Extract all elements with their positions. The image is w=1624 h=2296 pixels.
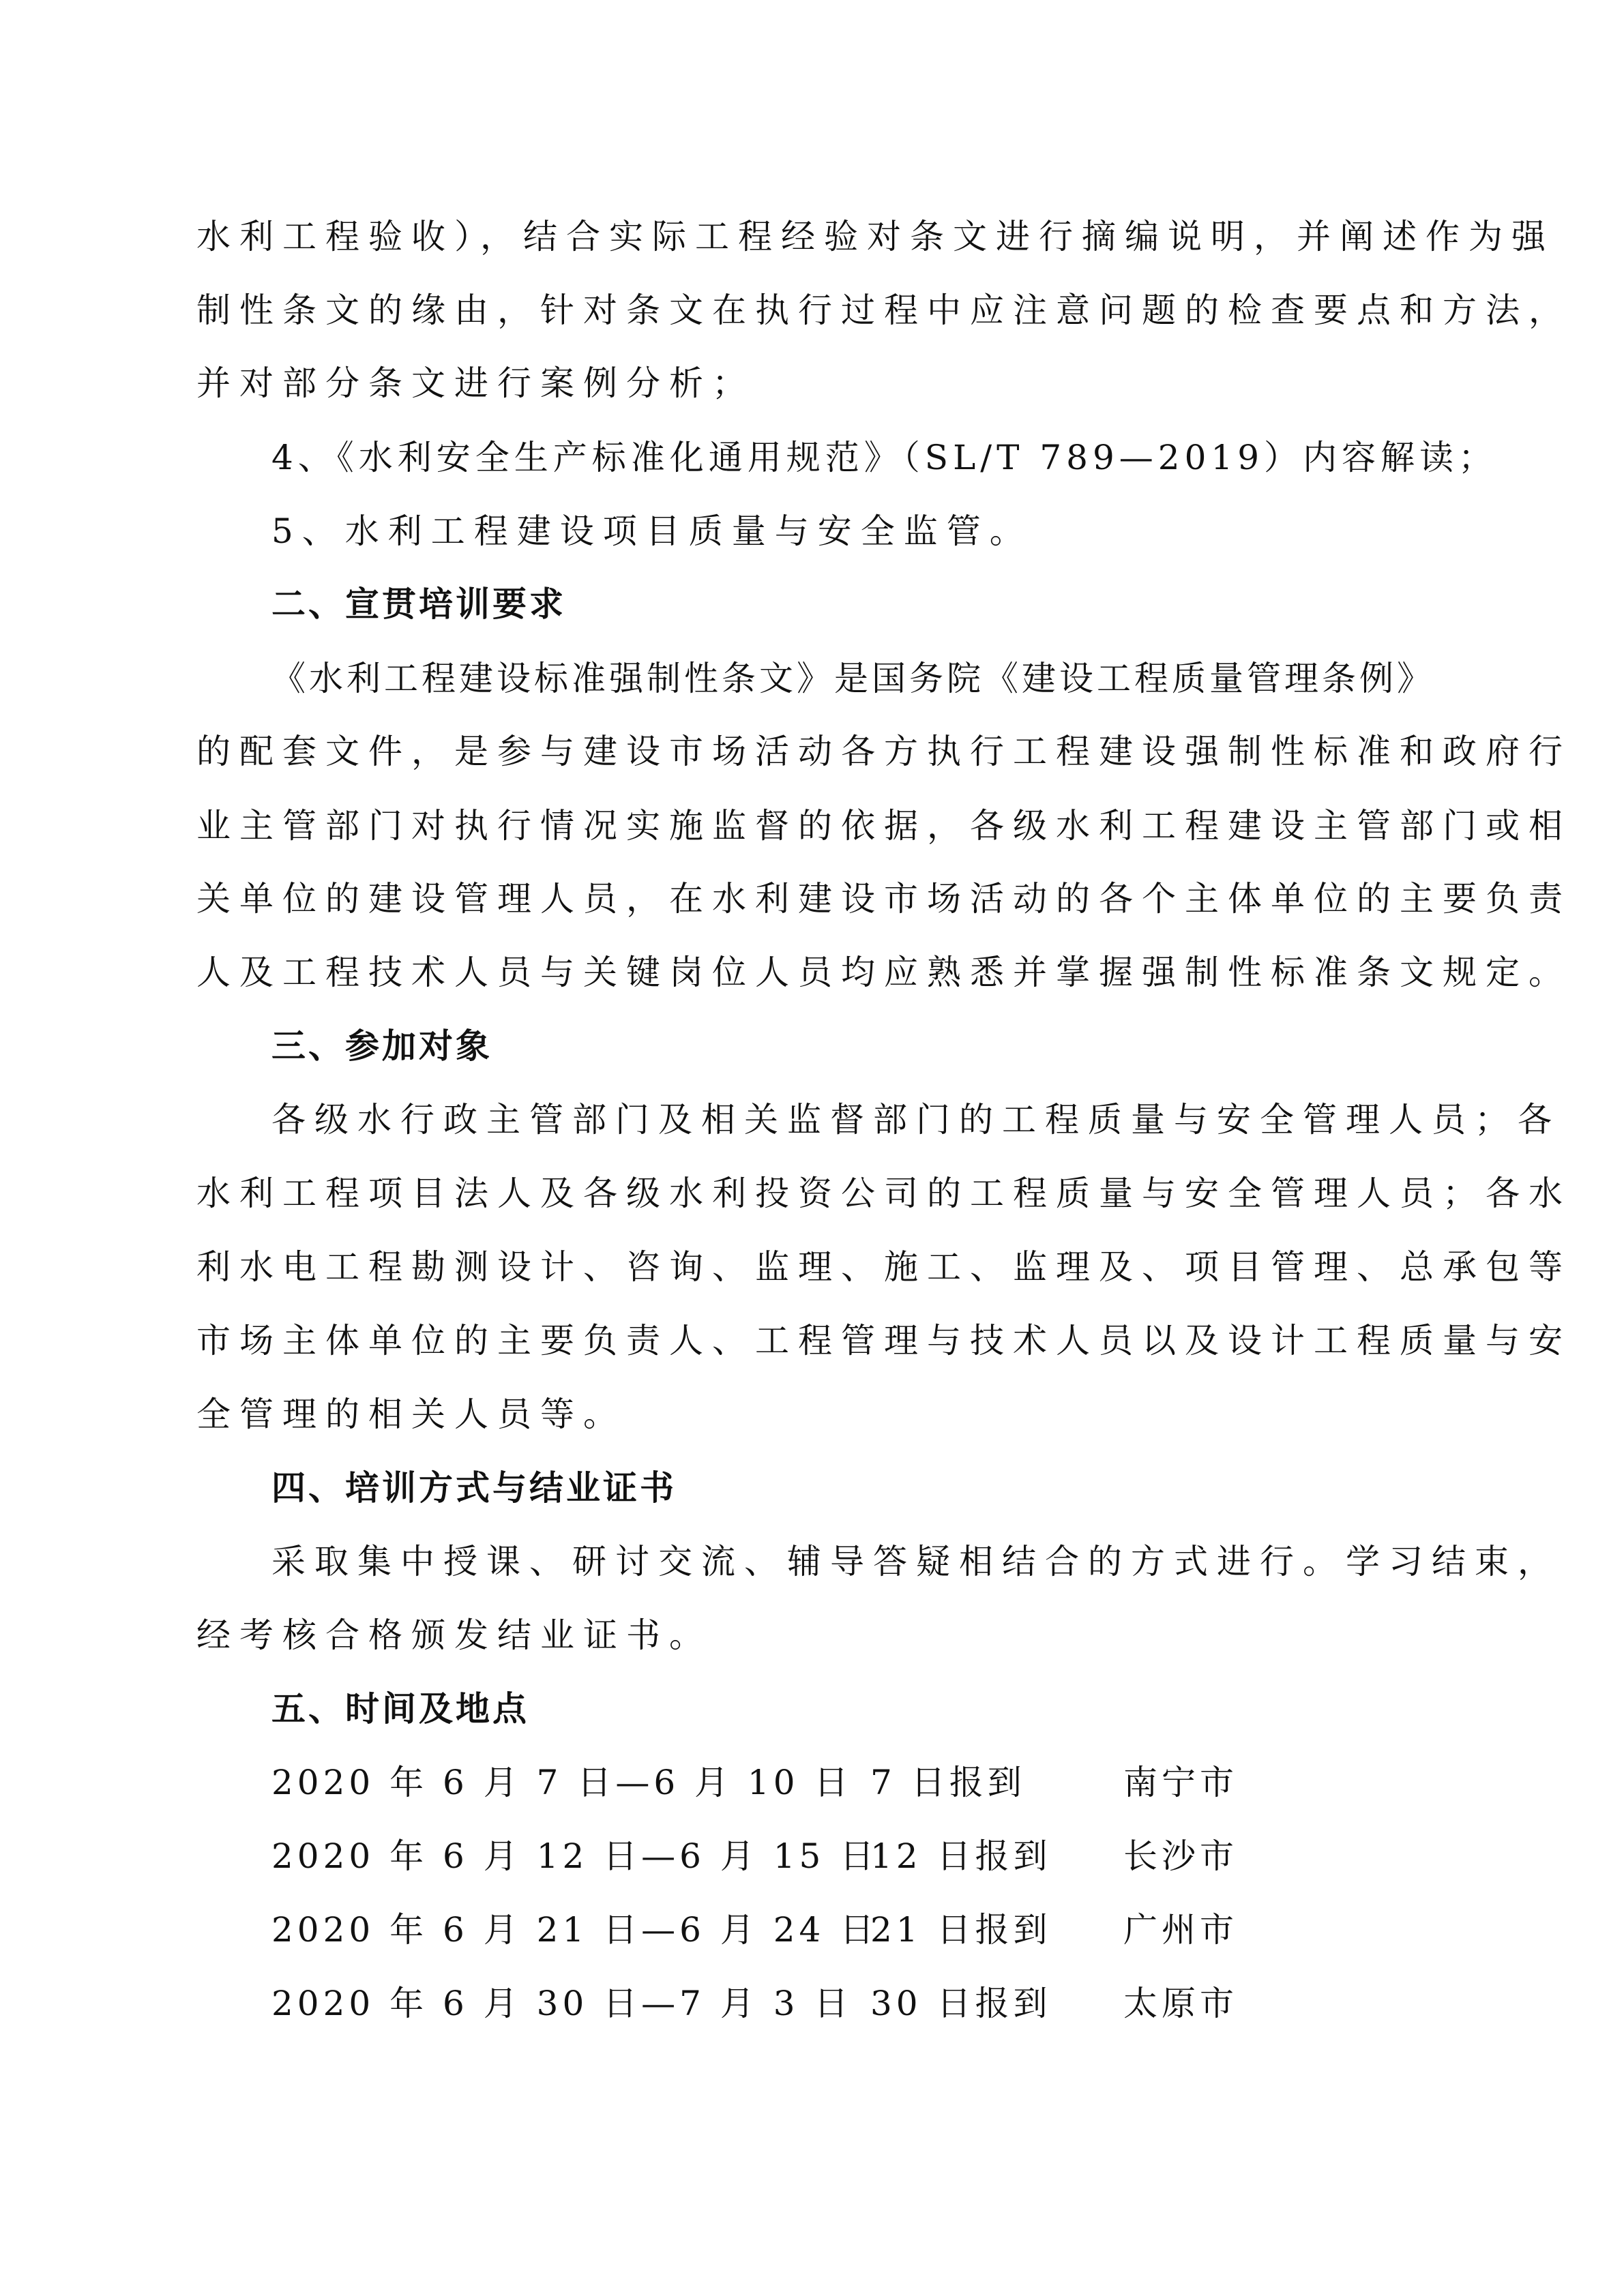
- schedule-row: [271, 1765, 1295, 1806]
- schedule-row: [271, 1836, 1295, 1880]
- schedule-checkin: 30 日报到: [870, 1984, 1052, 2023]
- schedule-date: 2020 年 6 月 7 日—6 月 10 日: [271, 1763, 853, 1802]
- schedule-city: 广州市: [1123, 1910, 1238, 1950]
- paragraph-line: 关单位的建设管理人员，在水利建设市场活动的各个主体单位的主要负责: [196, 879, 1571, 919]
- paragraph-line: 《水利工程建设标准强制性条文》是国务院《建设工程质量管理条例》: [271, 659, 1434, 698]
- list-item: 4、《水利安全生产标准化通用规范》（SL/T 789—2019）内容解读；: [271, 438, 1498, 477]
- paragraph-line: 的配套文件，是参与建设市场活动各方执行工程建设强制性标准和政府行: [196, 732, 1571, 771]
- schedule-row: [271, 1910, 1295, 1954]
- schedule-city: 长沙市: [1123, 1836, 1238, 1876]
- paragraph-line: 制性条文的缘由，针对条文在执行过程中应注意问题的检查要点和方法，: [196, 290, 1571, 330]
- schedule-date: 2020 年 6 月 12 日—6 月 15 日: [271, 1836, 879, 1876]
- section-heading-participants: 三、参加对象: [271, 1026, 492, 1066]
- paragraph-line: 并对部分条文进行案例分析；: [196, 363, 755, 403]
- paragraph-line: 水利工程验收），结合实际工程经验对条文进行摘编说明，并阐述作为强: [196, 217, 1554, 256]
- paragraph-line: 各级水行政主管部门及相关监督部门的工程质量与安全管理人员；各: [271, 1100, 1561, 1139]
- paragraph-line: 全管理的相关人员等。: [196, 1395, 626, 1434]
- section-heading-requirements: 二、宣贯培训要求: [271, 584, 566, 624]
- schedule-row: [271, 1986, 1295, 2027]
- paragraph-line: 业主管部门对执行情况实施监督的依据，各级水利工程建设主管部门或相: [196, 806, 1571, 846]
- schedule-checkin: 21 日报到: [870, 1910, 1052, 1950]
- paragraph-line: 采取集中授课、研讨交流、辅导答疑相结合的方式进行。学习结束，: [271, 1542, 1561, 1581]
- paragraph-line: 人及工程技术人员与关键岗位人员均应熟悉并掌握强制性标准条文规定。: [196, 953, 1571, 992]
- schedule-checkin: 12 日报到: [870, 1836, 1052, 1876]
- schedule-checkin: 7 日报到: [870, 1763, 1026, 1802]
- schedule-date: 2020 年 6 月 30 日—7 月 3 日: [271, 1984, 853, 2023]
- paragraph-line: 经考核合格颁发结业证书。: [196, 1615, 712, 1655]
- paragraph-line: 利水电工程勘测设计、咨询、监理、施工、监理及、项目管理、总承包等: [196, 1247, 1571, 1287]
- section-heading-schedule: 五、时间及地点: [271, 1689, 529, 1729]
- schedule-city: 南宁市: [1123, 1763, 1238, 1802]
- section-heading-method: 四、培训方式与结业证书: [271, 1468, 677, 1508]
- paragraph-line: 市场主体单位的主要负责人、工程管理与技术人员以及设计工程质量与安: [196, 1321, 1571, 1360]
- schedule-date: 2020 年 6 月 21 日—6 月 24 日: [271, 1910, 879, 1950]
- schedule-city: 太原市: [1123, 1984, 1238, 2023]
- list-item: 5、水利工程建设项目质量与安全监管。: [271, 511, 1033, 551]
- paragraph-line: 水利工程项目法人及各级水利投资公司的工程质量与安全管理人员；各水: [196, 1174, 1571, 1213]
